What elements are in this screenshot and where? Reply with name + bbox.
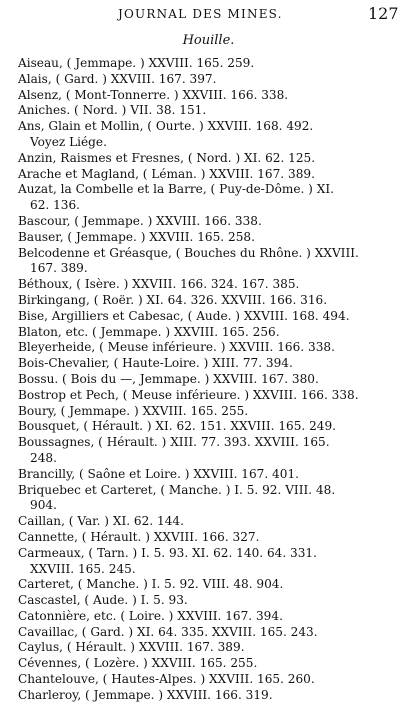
index-entry-line: Bauser, ( Jemmape. ) XXVIII. 165. 258.	[18, 229, 255, 244]
index-entry	[18, 325, 412, 341]
index-entry-continuation: 167. 389.	[30, 261, 88, 276]
index-entry	[18, 277, 412, 293]
page-number: 127	[368, 4, 399, 23]
index-entry	[18, 214, 412, 230]
index-entry	[18, 419, 412, 435]
index-entry-line: Brancilly, ( Saône et Loire. ) XXVIII. 167. 401.	[18, 466, 299, 481]
index-entry-list	[18, 56, 412, 704]
index-entry-continuation: 248.	[30, 450, 57, 465]
index-entry-line: Bostrop et Pech, ( Meuse inférieure. ) XXVIII. 166. 338.	[18, 387, 359, 402]
index-entry-line: Belcodenne et Gréasque, ( Bouches du Rhône. ) XXVIII.	[18, 245, 359, 260]
index-entry-line: Bousquet, ( Hérault. ) XI. 62. 151. XXVIII. 165. 249.	[18, 419, 337, 434]
index-entry-line: Cavaillac, ( Gard. ) XI. 64. 335. XXVIII. 165. 243.	[18, 624, 318, 639]
index-entry-continuation: Voyez Liége.	[30, 134, 107, 149]
index-entry-line: Charleroy, ( Jemmape. ) XXVIII. 166. 319.	[18, 687, 273, 702]
index-entry-line: Cévennes, ( Lozère. ) XXVIII. 165. 255.	[18, 656, 258, 671]
index-entry-line: Arache et Magland, ( Léman. ) XXVIII. 167. 389.	[18, 166, 315, 181]
index-entry	[18, 435, 412, 467]
index-entry	[18, 151, 412, 167]
index-entry	[18, 56, 412, 72]
index-entry	[18, 467, 412, 483]
index-entry-line: Auzat, la Combelle et la Barre, ( Puy-de-Dôme. ) XI.	[18, 182, 334, 197]
index-entry-line: Cannette, ( Hérault. ) XXVIII. 166. 327.	[18, 529, 260, 544]
running-title: JOURNAL DES MINES.	[118, 7, 283, 21]
index-entry	[18, 309, 412, 325]
index-entry	[18, 103, 412, 119]
section-title: Houille.	[182, 33, 235, 48]
running-head	[0, 4, 417, 26]
index-entry-line: Blaton, etc. ( Jemmape. ) XXVIII. 165. 256.	[18, 324, 280, 339]
index-entry	[18, 230, 412, 246]
index-entry-line: Boury, ( Jemmape. ) XXVIII. 165. 255.	[18, 403, 249, 418]
index-entry-line: Chantelouve, ( Hautes-Alpes. ) XXVIII. 165. 260.	[18, 672, 315, 687]
index-entry	[18, 356, 412, 372]
index-entry-line: Boussagnes, ( Hérault. ) XIII. 77. 393. XXVIII. 165.	[18, 435, 330, 450]
index-entry-line: Birkingang, ( Roër. ) XI. 64. 326. XXVIII. 166. 316.	[18, 292, 328, 307]
index-entry	[18, 88, 412, 104]
index-entry-line: Bise, Argilliers et Cabesac, ( Aude. ) XXVIII. 168. 494.	[18, 308, 350, 323]
index-entry	[18, 404, 412, 420]
index-entry	[18, 546, 412, 578]
index-entry-line: Alais, ( Gard. ) XXVIII. 167. 397.	[18, 71, 217, 86]
index-entry	[18, 609, 412, 625]
index-entry-line: Carmeaux, ( Tarn. ) I. 5. 93. XI. 62. 140. 64. 331.	[18, 545, 317, 560]
index-entry-line: Caillan, ( Var. ) XI. 62. 144.	[18, 514, 184, 529]
index-entry-line: Anzin, Raismes et Fresnes, ( Nord. ) XI. 62. 125.	[18, 150, 316, 165]
index-entry-line: Briquebec et Carteret, ( Manche. ) I. 5. 92. VIII. 48.	[18, 482, 336, 497]
index-entry	[18, 656, 412, 672]
index-entry	[18, 388, 412, 404]
index-entry	[18, 577, 412, 593]
index-entry	[18, 246, 412, 278]
index-entry	[18, 483, 412, 515]
index-entry	[18, 530, 412, 546]
index-entry	[18, 182, 412, 214]
index-entry	[18, 688, 412, 704]
index-entry	[18, 340, 412, 356]
index-entry-line: Catonnière, etc. ( Loire. ) XXVIII. 167. 394.	[18, 608, 283, 623]
index-entry	[18, 293, 412, 309]
index-entry-line: Bossu. ( Bois du —, Jemmape. ) XXVIII. 167. 380.	[18, 371, 319, 386]
index-entry-continuation: XXVIII. 165. 245.	[30, 561, 136, 576]
index-entry-line: Bascour, ( Jemmape. ) XXVIII. 166. 338.	[18, 213, 262, 228]
index-entry-line: Béthoux, ( Isère. ) XXVIII. 166. 324. 167. 385.	[18, 277, 300, 292]
index-entry-line: Alsenz, ( Mont-Tonnerre. ) XXVIII. 166. 338.	[18, 87, 289, 102]
index-entry-continuation: 904.	[30, 498, 57, 513]
index-entry	[18, 72, 412, 88]
index-entry	[18, 672, 412, 688]
index-entry	[18, 372, 412, 388]
index-entry	[18, 625, 412, 641]
index-entry-line: Aiseau, ( Jemmape. ) XXVIII. 165. 259.	[18, 56, 255, 70]
index-entry-line: Bois-Chevalier, ( Haute-Loire. ) XIII. 77. 394.	[18, 356, 293, 371]
index-entry-line: Ans, Glain et Mollin, ( Ourte. ) XXVIII. 168. 492.	[18, 119, 314, 134]
index-entry-line: Aniches. ( Nord. ) VII. 38. 151.	[18, 103, 207, 118]
index-entry-continuation: 62. 136.	[30, 198, 81, 213]
index-entry	[18, 167, 412, 183]
index-entry-line: Carteret, ( Manche. ) I. 5. 92. VIII. 48. 904.	[18, 577, 284, 592]
index-entry	[18, 593, 412, 609]
index-entry-line: Cascastel, ( Aude. ) I. 5. 93.	[18, 593, 188, 608]
index-entry-line: Bleyerheide, ( Meuse inférieure. ) XXVIII. 166. 338.	[18, 340, 335, 355]
index-entry	[18, 514, 412, 530]
index-entry	[18, 119, 412, 151]
index-entry-line: Caylus, ( Hérault. ) XXVIII. 167. 389.	[18, 640, 245, 655]
index-entry	[18, 640, 412, 656]
